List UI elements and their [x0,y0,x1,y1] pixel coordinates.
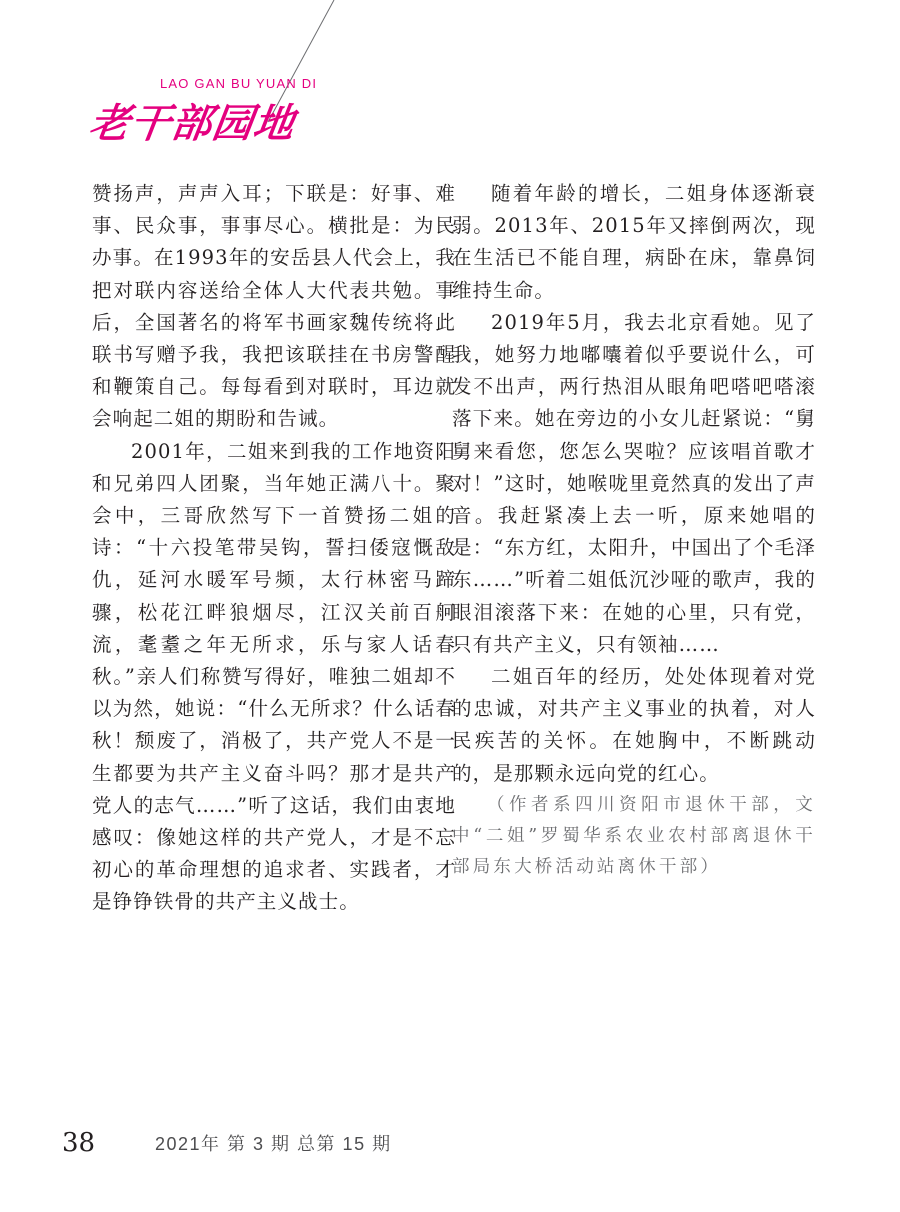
issue-info: 2021年 第 3 期 总第 15 期 [155,1134,392,1154]
paragraph: 赞扬声，声声入耳；下联是：好事、难事、民众事，事事尽心。横批是：为民办事。在1993年的安岳县人代会上，我把对联内容送给全体人大代表共勉。事后，全国著名的将军书画家魏传统将此联书写赠予我，我把该联挂在书房警醒和鞭策自己。每每看到对联时，耳边就会响起二姐的期盼和告诫。 [92,182,456,431]
paragraph: 二姐百年的经历，处处体现着对党的忠诚，对共产主义事业的执着，对人民疾苦的关怀。在她胸中，不断跳动的，是那颗永远向党的红心。 [452,665,816,785]
page-number: 38 [62,1128,96,1158]
article-right-column [452,178,816,883]
article-left-column [92,178,456,919]
paragraph: 随着年龄的增长，二姐身体逐渐衰弱。2013年、2015年又摔倒两次，现在生活已不能自理，病卧在床，靠鼻饲维持生命。 [452,182,816,302]
column-title-logo: 老干部园地 [86,101,298,147]
author-byline: （作者系四川资阳市退休干部，文中“二姐”罗蜀华系农业农村部离退休干部局东大桥活动站离休干部） [452,794,816,877]
paragraph: 2001年，二姐来到我的工作地资阳和兄弟四人团聚，当年她正满八十。聚会中，三哥欣然写下一首赞扬二姐的诗：“十六投笔带吴钩，誓扫倭寇慨敌仇，延河水暖军号频，太行林密马蹄骤，松花江畔狼烟尽，江汉关前百舸流，耄耋之年无所求，乐与家人话春秋。”亲人们称赞写得好，唯独二姐却不以为然，她说：“什么无所求？什么话春秋！颓废了，消极了，共产党人不是一生都要为共产主义奋斗吗？那才是共产党人的志气……”听了这话，我们由衷地感叹：像她这样的共产党人，才是不忘初心的革命理想的追求者、实践者，才是铮铮铁骨的共产主义战士。 [92,439,456,914]
column-pinyin-title: LAO GAN BU YUAN DI [160,76,318,91]
paragraph: 2019年5月，我去北京看她。见了我，她努力地嘟囔着似乎要说什么，可发不出声，两行热泪从眼角吧嗒吧嗒滚落下来。她在旁边的小女儿赶紧说：“舅舅来看您，您怎么哭啦？应该唱首歌才对！”这时，她喉咙里竟然真的发出了声音。我赶紧凑上去一听，原来她唱的是：“东方红，太阳升，中国出了个毛泽东……”听着二姐低沉沙哑的歌声，我的眼泪滚落下来：在她的心里，只有党，只有共产主义，只有领袖…… [452,310,816,656]
